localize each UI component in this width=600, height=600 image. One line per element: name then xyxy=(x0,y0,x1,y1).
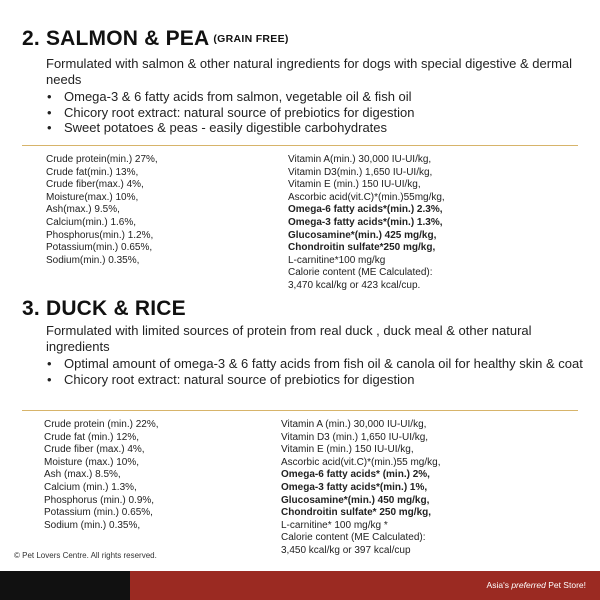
tagline-suffix: Pet Store! xyxy=(545,580,586,590)
benefit-item: • Chicory root extract: natural source of prebiotics for digestion xyxy=(44,372,584,388)
analysis-row: Vitamin A (min.) 30,000 IU-UI/kg, xyxy=(281,419,427,430)
salmon-pea-intro: Formulated with salmon & other natural ingredients for dogs with special digestive & dermal needs xyxy=(46,56,573,87)
duck-rice-divider xyxy=(22,410,578,411)
analysis-row: Sodium (min.) 0.35%, xyxy=(44,519,141,531)
analysis-row: Crude fiber (max.) 4%, xyxy=(44,444,145,456)
analysis-row: Chondroitin sulfate*250 mg/kg, xyxy=(288,242,436,254)
analysis-row: Sodium(min.) 0.35%, xyxy=(46,254,140,266)
duck-rice-benefits xyxy=(44,356,584,387)
analysis-row: Glucosamine*(min.) 450 mg/kg, xyxy=(281,494,430,506)
salmon-pea-benefits xyxy=(44,89,584,136)
analysis-row: Ascorbic acid(vit.C)*(min.)55 mg/kg, xyxy=(281,456,441,468)
analysis-row: Omega-6 fatty acids*(min.) 2.3%, xyxy=(288,204,443,216)
analysis-row: Vitamin D3 (min.) 1,650 IU-UI/kg, xyxy=(281,431,429,443)
analysis-row: Potassium (min.) 0.65%, xyxy=(44,507,153,519)
footer-red-band xyxy=(130,571,600,600)
analysis-row: Phosphorus (min.) 0.9%, xyxy=(44,494,155,506)
analysis-row: Calorie content (ME Calculated): xyxy=(288,267,433,279)
analysis-row: Omega-6 fatty acids* (min.) 2%, xyxy=(281,469,430,481)
analysis-row: Potassium(min.) 0.65%, xyxy=(46,242,153,254)
analysis-row: Vitamin A(min.) 30,000 IU-UI/kg, xyxy=(288,154,432,165)
analysis-row: Crude protein (min.) 22%, xyxy=(44,419,159,430)
analysis-row: Vitamin E (min.) 150 IU-UI/kg, xyxy=(281,444,414,456)
duck-rice-analysis-right xyxy=(281,419,440,558)
salmon-pea-title-text: 2. SALMON & PEA xyxy=(22,27,210,50)
analysis-row: Crude fiber(max.) 4%, xyxy=(46,179,144,191)
duck-rice-title-text: 3. DUCK & RICE xyxy=(22,297,186,320)
duck-rice-title xyxy=(22,297,186,321)
tagline-emphasis: preferred xyxy=(511,580,546,590)
analysis-row: Phosphorus(min.) 1.2%, xyxy=(46,229,154,241)
analysis-row: Crude fat (min.) 12%, xyxy=(44,431,140,443)
analysis-row: Vitamin D3(min.) 1,650 IU-UI/kg, xyxy=(288,166,433,178)
analysis-row: Calcium(min.) 1.6%, xyxy=(46,216,137,228)
salmon-pea-title xyxy=(22,27,289,51)
duck-rice-analysis-left xyxy=(44,419,159,532)
benefit-item: • Sweet potatoes & peas - easily digestible carbohydrates xyxy=(44,120,584,136)
analysis-row: 3,470 kcal/kg or 423 kcal/cup. xyxy=(288,279,421,291)
salmon-pea-analysis-left xyxy=(46,154,158,267)
duck-rice-intro: Formulated with limited sources of protein from real duck , duck meal & other natural ingredients xyxy=(46,323,532,354)
grain-free-label: (GRAIN FREE) xyxy=(213,33,289,45)
analysis-row: Omega-3 fatty acids*(min.) 1%, xyxy=(281,481,428,493)
store-tagline xyxy=(487,580,586,590)
footer-black-block xyxy=(0,571,130,600)
footer-bar xyxy=(0,571,600,600)
benefit-item: • Optimal amount of omega-3 & 6 fatty acids from fish oil & canola oil for healthy skin & coat xyxy=(44,356,584,372)
analysis-row: Ash(max.) 9.5%, xyxy=(46,204,120,216)
copyright-notice: © Pet Lovers Centre. All rights reserved. xyxy=(14,551,157,560)
analysis-row: Calcium (min.) 1.3%, xyxy=(44,481,137,493)
analysis-row: L-carnitine* 100 mg/kg * xyxy=(281,519,388,531)
analysis-row: Ash (max.) 8.5%, xyxy=(44,469,121,481)
tagline-prefix: Asia's xyxy=(486,580,512,590)
analysis-row: Glucosamine*(min.) 425 mg/kg, xyxy=(288,229,437,241)
analysis-row: L-carnitine*100 mg/kg xyxy=(288,254,386,266)
analysis-row: Moisture(max.) 10%, xyxy=(46,191,139,203)
analysis-row: Calorie content (ME Calculated): xyxy=(281,532,426,544)
benefit-item: • Omega-3 & 6 fatty acids from salmon, vegetable oil & fish oil xyxy=(44,89,584,105)
analysis-row: Vitamin E (min.) 150 IU-UI/kg, xyxy=(288,179,421,191)
analysis-row: Crude protein(min.) 27%, xyxy=(46,154,158,165)
analysis-row: Ascorbic acid(vit.C)*(min.)55mg/kg, xyxy=(288,191,445,203)
analysis-row: Moisture (max.) 10%, xyxy=(44,456,140,468)
analysis-row: 3,450 kcal/kg or 397 kcal/cup xyxy=(281,544,411,556)
analysis-row: Chondroitin sulfate* 250 mg/kg, xyxy=(281,507,432,519)
analysis-row: Crude fat(min.) 13%, xyxy=(46,166,139,178)
salmon-pea-divider xyxy=(22,145,578,146)
salmon-pea-analysis-right xyxy=(288,154,445,293)
benefit-item: • Chicory root extract: natural source of prebiotics for digestion xyxy=(44,105,584,121)
analysis-row: Omega-3 fatty acids*(min.) 1.3%, xyxy=(288,216,443,228)
